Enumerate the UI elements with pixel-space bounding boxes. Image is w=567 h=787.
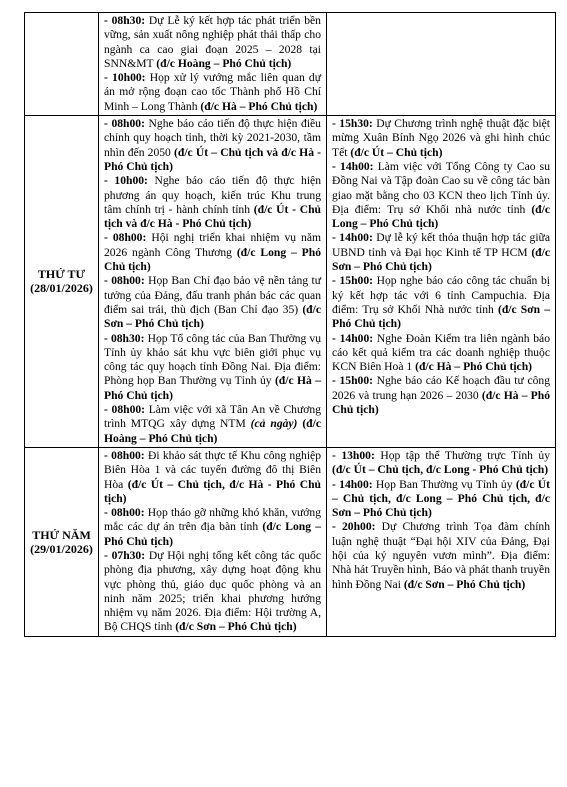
item-responsible: (đ/c Long – Phó Chủ tịch) — [104, 520, 321, 548]
item-time: - 08h00: — [104, 403, 146, 417]
item-time: - 08h00: — [104, 448, 145, 462]
item-responsible: (đ/c Út – Chủ tịch) — [350, 145, 443, 159]
morning-cell — [99, 447, 327, 636]
item-responsible: (đ/c Hà – Phó Chủ tịch) — [332, 388, 551, 417]
day-cell — [25, 13, 99, 116]
item-time: - 08h30: — [104, 331, 145, 345]
item-text: Làm việc với Tổng Công ty Cao su Đồng Nai và Tập đoàn Cao su về công tác bàn giao mặt bằng cho 03 KCN theo lịch Tỉnh ủy. Địa điểm: Trụ sở Khối nhà nước tỉnh — [332, 159, 550, 216]
item-text: Họp Ban Chỉ đạo bảo vệ nền tảng tư tưởng của Đảng, đấu tranh phản bác các quan điểm sai trái, thù địch (Ban Chỉ đạo 35) — [104, 274, 321, 316]
schedule-item — [104, 71, 321, 114]
item-responsible: (đ/c Sơn – Phó Chủ tịch) — [104, 302, 321, 331]
schedule-item — [104, 403, 321, 446]
item-time: - 14h00: — [332, 159, 374, 173]
item-text: Dự lễ ký kết thỏa thuận hợp tác giữa UBND tỉnh và Đại học Kinh tế TP HCM — [332, 231, 550, 259]
morning-cell — [99, 13, 327, 116]
schedule-item — [332, 160, 550, 231]
item-responsible: (đ/c Sơn – Phó Chủ tịch) — [332, 245, 550, 274]
schedule-item — [104, 506, 321, 549]
item-text: Dự Chương trình nghệ thuật đặc biệt mừng Xuân Bính Ngọ 2026 và ghi hình chúc Tết — [332, 117, 550, 159]
day-row — [25, 447, 556, 636]
day-date: (29/01/2026) — [30, 541, 93, 556]
afternoon-cell — [327, 116, 556, 448]
item-text: Nghe Đoàn Kiểm tra liên ngành báo cáo kết quả kiểm tra các doanh nghiệp thuộc KCN Biên Hoà 1 — [332, 331, 550, 374]
schedule-item — [332, 231, 550, 274]
schedule-item — [104, 549, 321, 635]
day-row — [25, 13, 556, 116]
item-text: Họp xử lý vướng mắc liên quan dự án mở rộng đoạn cao tốc Thành phố Hồ Chí Minh – Long Thành — [104, 71, 321, 113]
day-name: THỨ NĂM — [32, 527, 91, 542]
item-responsible: (đ/c Long – Phó Chủ tịch) — [332, 202, 550, 231]
schedule-item — [332, 520, 550, 591]
item-text: Đi khảo sát thực tế Khu công nghiệp Biên Hòa 1 và các tuyến đường đô thị Biên Hòa — [104, 448, 321, 491]
afternoon-cell — [327, 13, 556, 116]
item-responsible: (đ/c Hà – Phó Chủ tịch) — [415, 360, 533, 374]
item-text: Nghe báo cáo tiến độ thực hiện điều chỉnh quy hoạch tỉnh, thời kỳ 2021-2030, tầm nhìn đến 2050 — [104, 117, 321, 159]
day-name: THỨ TƯ — [37, 267, 86, 282]
item-responsible: (đ/c Út – Chủ tịch, đ/c Hà - Phó Chủ tịch) — [104, 477, 321, 505]
item-responsible: (đ/c Út – Chủ tịch và đ/c Hà - Phó Chủ tịch) — [104, 145, 322, 173]
item-responsible: (đ/c Hoàng – Phó Chủ tịch) — [104, 417, 321, 445]
item-text: Làm việc với xã Tân An về Chương trình MTQG xây dựng NTM — [104, 403, 321, 431]
schedule-item — [104, 231, 321, 274]
schedule-item — [332, 332, 550, 375]
item-text: Nghe báo cáo Kế hoạch đầu tư công 2026 và trung hạn 2026 – 2030 — [332, 374, 550, 402]
schedule-item — [332, 478, 550, 521]
item-text: Dự Hội nghị tổng kết công tác quốc phòng địa phương, xây dựng hoạt động khu vực phòng thủ, giáo dục quốc phòng và an ninh năm 2025; triển khai phương hướng nhiệm vụ năm 2026. Địa điểm: Hội trường A, Bộ CHQS tỉnh — [104, 548, 321, 634]
item-responsible: (đ/c Sơn – Phó Chủ tịch) — [175, 620, 297, 634]
item-responsible: (đ/c Sơn – Phó Chủ tịch) — [332, 302, 550, 331]
item-responsible: (đ/c Hà – Phó Chủ tịch) — [200, 99, 318, 113]
afternoon-cell — [327, 447, 556, 636]
item-time: - 08h00: — [104, 506, 145, 520]
item-time: - 13h00: — [332, 448, 375, 462]
schedule-item — [104, 449, 321, 506]
day-row — [25, 116, 556, 448]
item-time: - 15h30: — [332, 117, 373, 131]
schedule-item — [104, 174, 321, 231]
schedule-item — [332, 449, 550, 478]
item-text: Họp Tổ công tác của Ban Thường vụ Tỉnh ủy khảo sát khu vực biên giới phục vụ công tác quy hoạch tỉnh Đồng Nai. Địa điểm: Phòng họp Ban Thường vụ Tỉnh ủy — [104, 331, 321, 388]
schedule-table — [24, 12, 556, 637]
item-time: - 08h00: — [104, 117, 145, 131]
schedule-item — [104, 274, 321, 331]
item-time: - 14h00: — [332, 477, 373, 491]
item-time: - 20h00: — [332, 520, 376, 534]
item-responsible: (đ/c Út – Chủ tịch, đ/c Long – Phó Chủ tịch, đ/c Sơn – Phó Chủ tịch) — [332, 477, 551, 520]
item-responsible: (đ/c Sơn – Phó Chủ tịch) — [403, 577, 526, 591]
item-time: - 08h30: — [104, 14, 146, 27]
item-text: Họp tháo gỡ những khó khăn, vướng mắc các dự án trên địa bàn tỉnh — [104, 506, 321, 534]
schedule-item — [332, 274, 550, 331]
schedule-item — [332, 117, 550, 160]
item-responsible: (đ/c Út - Chủ tịch và đ/c Hà - Phó Chủ tịch) — [104, 202, 321, 231]
item-text: Dự Chương trình Tọa đàm chính luận nghệ thuật “Đại hội XIV của Đảng, Đại hội của kỷ nguyên vươn mình”. Địa điểm: Nhà hát Truyền hình, Báo và phát thanh truyền hình Đồng Nai — [332, 520, 551, 591]
item-text: Họp Ban Thường vụ Tỉnh ủy — [372, 477, 516, 491]
item-time: - 14h00: — [332, 231, 373, 245]
day-cell — [25, 116, 99, 448]
item-text: Dự Lễ ký kết hợp tác phát triển bền vững, sản xuất nông nghiệp phát thải thấp cho ngành ca cao giai đoạn 2025 – 2028 tại SNN&MT — [104, 14, 321, 70]
item-time: - 08h00: — [104, 231, 147, 245]
item-responsible: (đ/c Hoàng – Phó Chủ tịch) — [156, 56, 292, 70]
item-time: - 10h00: — [104, 71, 146, 85]
item-text: Họp nghe báo cáo công tác chuẩn bị ký kết hợp tác với 6 tỉnh Campuchia. Địa điểm: Trụ sở Khối Nhà nước tỉnh — [332, 274, 550, 316]
item-note: (cả ngày) — [250, 417, 298, 431]
day-cell — [25, 447, 99, 636]
item-time: - 15h00: — [332, 274, 373, 288]
item-time: - 15h00: — [332, 374, 373, 388]
item-text: Nghe báo cáo tiến độ thực hiện phương án quy hoạch, kiến trúc Khu trung tâm chính trị - hành chính tỉnh — [104, 174, 321, 216]
item-time: - 08h00: — [104, 274, 145, 288]
schedule-item — [332, 374, 550, 417]
item-time: - 14h00: — [332, 331, 374, 345]
item-responsible: (đ/c Út – Chủ tịch, đ/c Long - Phó Chủ tịch) — [332, 463, 549, 477]
item-time: - 07h30: — [104, 548, 146, 562]
morning-cell — [99, 116, 327, 448]
item-time: - 10h00: — [104, 174, 148, 188]
schedule-item — [104, 117, 321, 174]
schedule-item — [104, 14, 321, 71]
item-text: Họp tập thể Thường trực Tỉnh ủy — [374, 448, 550, 462]
day-date: (28/01/2026) — [30, 281, 93, 296]
item-responsible: (đ/c Long – Phó Chủ tịch) — [104, 245, 321, 274]
item-responsible: (đ/c Hà – Phó Chủ tịch) — [104, 374, 321, 402]
schedule-item — [104, 332, 321, 403]
item-text: Hội nghị triển khai nhiệm vụ năm 2026 ngành Công Thương — [104, 231, 321, 259]
